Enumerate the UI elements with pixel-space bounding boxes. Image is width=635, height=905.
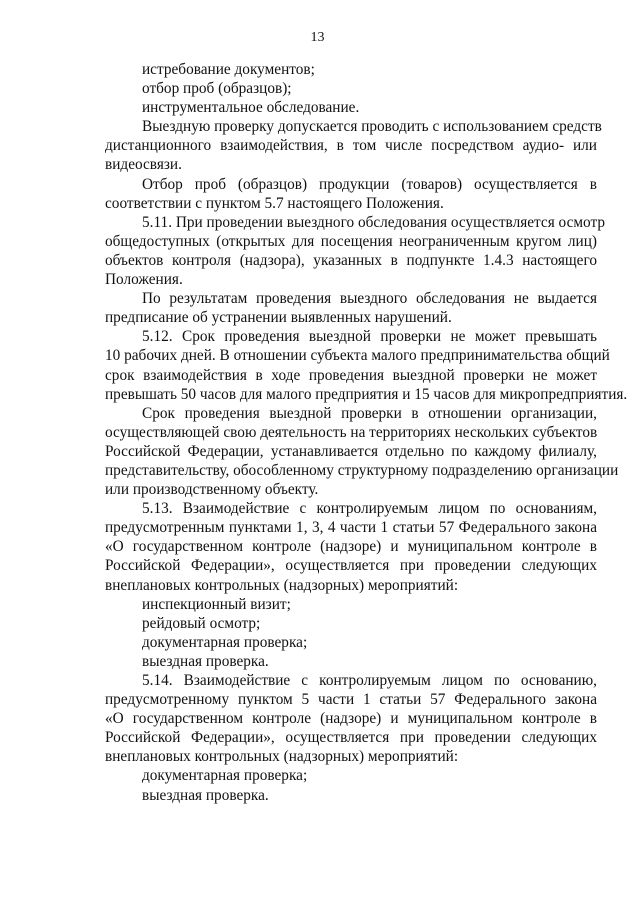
text-line: По результатам проведения выездного обследования не выдается <box>142 290 597 308</box>
text-line: Положения. <box>105 271 183 289</box>
text-line: внеплановых контрольных (надзорных) мероприятий: <box>105 748 459 766</box>
text-line: соответствии с пунктом 5.7 настоящего Положения. <box>105 194 444 212</box>
text-line: документарная проверка; <box>142 767 308 785</box>
text-line: «О государственном контроле (надзоре) и муниципальном контроле в <box>105 710 597 728</box>
text-line: превышать 50 часов для малого предприятия и 15 часов для микропредприятия. <box>105 385 628 403</box>
text-line: Российской Федерации», осуществляется при проведении следующих <box>105 729 597 747</box>
text-line: 5.12. Срок проведения выездной проверки не может превышать <box>142 328 597 346</box>
text-line: истребование документов; <box>142 61 315 78</box>
text-line: Срок проведения выездной проверки в отношении организации, <box>142 404 597 422</box>
text-line: 5.11. При проведении выездного обследования осуществляется осмотр <box>142 213 606 231</box>
text-line: объектов контроля (надзора), указанных в подпункте 1.4.3 настоящего <box>105 251 597 269</box>
text-line: инспекционный визит; <box>142 595 291 613</box>
text-line: предусмотренному пунктом 5 части 1 статьи 57 Федерального закона <box>105 691 597 709</box>
text-line: выездная проверка. <box>142 652 269 670</box>
text-line: дистанционного взаимодействия, в том числе посредством аудио- или <box>105 137 597 155</box>
text-line: 10 рабочих дней. В отношении субъекта малого предпринимательства общий <box>105 347 610 365</box>
text-line: 5.14. Взаимодействие с контролируемым лицом по основанию, <box>142 672 597 689</box>
text-line: или производственному объекту. <box>105 481 319 499</box>
text-line: инструментальное обследование. <box>142 99 360 117</box>
text-line: предусмотренным пунктами 1, 3, 4 части 1 статьи 57 Федерального закона <box>105 519 597 537</box>
document-body <box>105 60 628 805</box>
page-number: 13 <box>310 30 325 45</box>
text-line: срок взаимодействия в ходе проведения выездной проверки не может <box>105 366 597 384</box>
text-line: выездная проверка. <box>142 786 269 804</box>
text-line: Отбор проб (образцов) продукции (товаров) осуществляется в <box>142 175 597 193</box>
text-line: предписание об устранении выявленных нарушений. <box>105 309 452 327</box>
text-line: внеплановых контрольных (надзорных) мероприятий: <box>105 576 459 594</box>
text-line: представительству, обособленному структурному подразделению организации <box>105 461 619 479</box>
text-line: осуществляющей свою деятельность на территориях нескольких субъектов <box>105 423 598 441</box>
text-line: рейдовый осмотр; <box>142 614 261 632</box>
text-line: документарная проверка; <box>142 633 308 651</box>
text-line: общедоступных (открытых для посещения неограниченным кругом лиц) <box>105 232 597 250</box>
text-line: Российской Федерации, устанавливается отдельно по каждому филиалу, <box>105 442 597 460</box>
text-line: видеосвязи. <box>105 156 182 174</box>
text-line: «О государственном контроле (надзоре) и муниципальном контроле в <box>105 538 597 556</box>
text-line: Российской Федерации», осуществляется при проведении следующих <box>105 557 597 575</box>
text-line: 5.13. Взаимодействие с контролируемым лицом по основаниям, <box>142 500 597 518</box>
text-line: отбор проб (образцов); <box>142 80 292 98</box>
text-line: Выездную проверку допускается проводить с использованием средств <box>142 118 602 136</box>
